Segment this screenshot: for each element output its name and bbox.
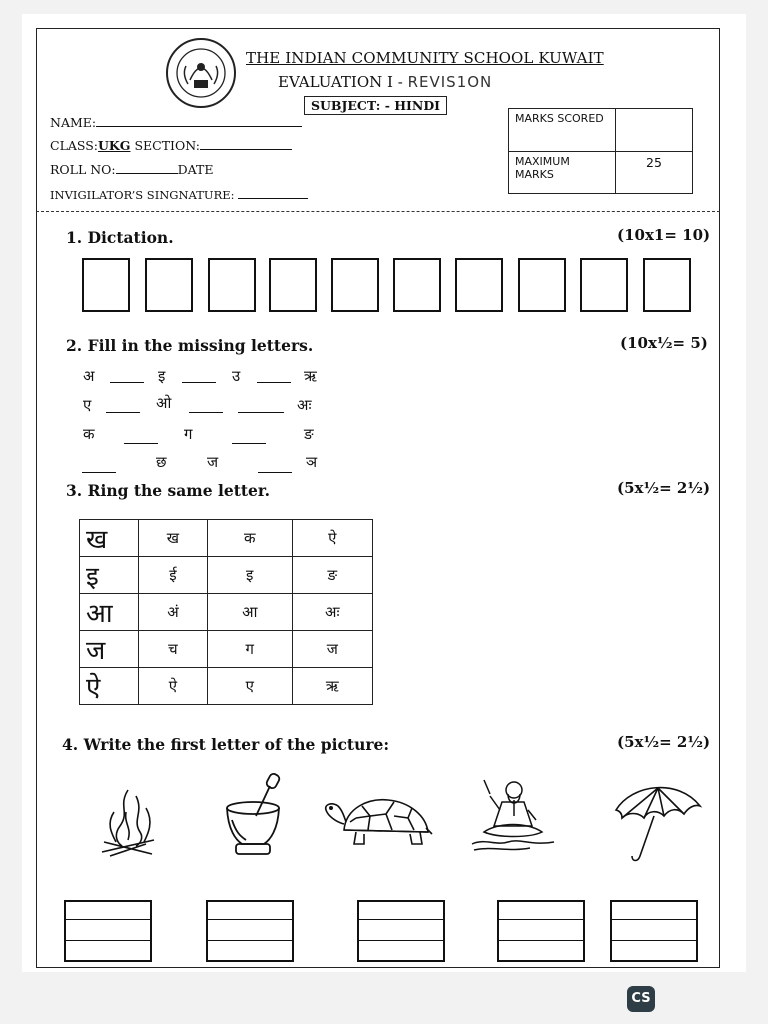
answer-line bbox=[66, 919, 150, 920]
letter: क bbox=[83, 425, 95, 443]
school-name: THE INDIAN COMMUNITY SCHOOL KUWAIT bbox=[246, 49, 604, 67]
umbrella-icon bbox=[612, 780, 704, 870]
q2-marks: (10x½= 5) bbox=[620, 334, 708, 352]
answer-line bbox=[612, 919, 696, 920]
letter: ए bbox=[83, 396, 92, 414]
roll-label: ROLL NO: bbox=[50, 162, 116, 177]
blank-line[interactable] bbox=[189, 402, 223, 413]
evaluation-label: EVALUATION I - bbox=[278, 73, 403, 91]
answer-line bbox=[499, 919, 583, 920]
answer-line bbox=[208, 940, 292, 941]
roll-field bbox=[50, 162, 213, 177]
dictation-box[interactable] bbox=[393, 258, 441, 312]
dictation-box[interactable] bbox=[82, 258, 130, 312]
blank-line[interactable] bbox=[182, 372, 216, 383]
answer-line bbox=[499, 940, 583, 941]
answer-box[interactable] bbox=[206, 900, 294, 962]
invigilator-field bbox=[50, 187, 308, 202]
section-label: SECTION: bbox=[134, 138, 200, 153]
target-letter: आ bbox=[80, 594, 139, 631]
q2-title: 2. Fill in the missing letters. bbox=[66, 336, 314, 355]
school-logo bbox=[164, 36, 238, 110]
subject-box: SUBJECT: - HINDI bbox=[304, 96, 447, 115]
q3-marks: (5x½= 2½) bbox=[617, 479, 711, 497]
letter: ङ bbox=[304, 425, 314, 443]
date-label: DATE bbox=[177, 162, 214, 177]
option-letter[interactable]: अं bbox=[139, 594, 208, 631]
option-letter[interactable]: ए bbox=[207, 668, 292, 705]
name-label: NAME: bbox=[50, 115, 97, 130]
section-line[interactable] bbox=[200, 138, 292, 150]
option-letter[interactable]: च bbox=[139, 631, 208, 668]
letter: ग bbox=[184, 425, 193, 443]
letter: ज bbox=[207, 453, 219, 471]
target-letter: ज bbox=[80, 631, 139, 668]
marks-scored-label: MARKS SCORED bbox=[509, 109, 616, 152]
target-letter: ऐ bbox=[80, 668, 139, 705]
option-letter[interactable]: ङ bbox=[292, 557, 372, 594]
option-letter[interactable]: अः bbox=[292, 594, 372, 631]
dictation-box[interactable] bbox=[208, 258, 256, 312]
blank-line[interactable] bbox=[110, 372, 144, 383]
dictation-box[interactable] bbox=[580, 258, 628, 312]
invigilator-label: INVIGILATOR’S SINGNATURE: bbox=[50, 188, 235, 202]
ring-letter-table bbox=[79, 519, 373, 705]
class-value: UKG bbox=[98, 138, 131, 153]
class-field bbox=[50, 138, 292, 153]
dictation-box[interactable] bbox=[643, 258, 691, 312]
letter: इ bbox=[158, 367, 166, 385]
section-divider bbox=[36, 211, 720, 212]
option-letter[interactable]: ऋ bbox=[292, 668, 372, 705]
q3-title: 3. Ring the same letter. bbox=[66, 481, 271, 500]
evaluation-title bbox=[278, 73, 492, 91]
answer-line bbox=[359, 940, 443, 941]
answer-line bbox=[66, 940, 150, 941]
blank-line[interactable] bbox=[258, 462, 292, 473]
roll-line[interactable] bbox=[116, 162, 178, 174]
q4-marks: (5x½= 2½) bbox=[617, 733, 711, 751]
answer-box[interactable] bbox=[497, 900, 585, 962]
table-row bbox=[80, 520, 373, 557]
target-letter: इ bbox=[80, 557, 139, 594]
option-letter[interactable]: आ bbox=[207, 594, 292, 631]
table-row bbox=[80, 594, 373, 631]
q1-title: 1. Dictation. bbox=[66, 228, 174, 247]
answer-line bbox=[208, 919, 292, 920]
camscanner-badge: CS bbox=[627, 986, 655, 1012]
option-letter[interactable]: ई bbox=[139, 557, 208, 594]
answer-box[interactable] bbox=[610, 900, 698, 962]
letter: उ bbox=[232, 367, 241, 385]
letter: ऋ bbox=[304, 367, 317, 385]
letter: ओ bbox=[156, 394, 172, 412]
class-label: CLASS: bbox=[50, 138, 99, 153]
option-letter[interactable]: ग bbox=[207, 631, 292, 668]
marks-scored-value[interactable] bbox=[616, 109, 693, 152]
maximum-marks-label bbox=[509, 152, 616, 194]
option-letter[interactable]: क bbox=[207, 520, 292, 557]
blank-line[interactable] bbox=[232, 433, 266, 444]
blank-line[interactable] bbox=[82, 462, 116, 473]
marks-label: MARKS bbox=[515, 168, 554, 181]
name-line[interactable] bbox=[96, 115, 302, 127]
dictation-box[interactable] bbox=[145, 258, 193, 312]
fire-icon bbox=[96, 782, 160, 862]
letter: छ bbox=[156, 453, 167, 471]
maximum-marks-value: 25 bbox=[616, 152, 693, 194]
name-field[interactable] bbox=[50, 115, 302, 130]
q1-marks: (10x1= 10) bbox=[617, 226, 711, 244]
letter: ञ bbox=[306, 453, 318, 471]
letter: अः bbox=[297, 396, 312, 414]
option-letter[interactable]: इ bbox=[207, 557, 292, 594]
blank-line[interactable] bbox=[124, 433, 158, 444]
mortar-pestle-icon bbox=[222, 772, 284, 864]
answer-box[interactable] bbox=[357, 900, 445, 962]
table-row bbox=[80, 557, 373, 594]
answer-box[interactable] bbox=[64, 900, 152, 962]
dictation-box[interactable] bbox=[518, 258, 566, 312]
blank-line[interactable] bbox=[238, 402, 284, 413]
option-letter[interactable]: ख bbox=[139, 520, 208, 557]
option-letter[interactable]: ऐ bbox=[139, 668, 208, 705]
evaluation-handwritten: REVIS1ON bbox=[407, 73, 493, 91]
blank-line[interactable] bbox=[257, 372, 291, 383]
q4-title: 4. Write the first letter of the picture: bbox=[62, 735, 390, 754]
tortoise-icon bbox=[322, 794, 434, 850]
dictation-box[interactable] bbox=[269, 258, 317, 312]
table-row bbox=[80, 631, 373, 668]
target-letter: ख bbox=[80, 520, 139, 557]
sage-icon bbox=[470, 776, 556, 856]
dictation-box[interactable] bbox=[331, 258, 379, 312]
blank-line[interactable] bbox=[106, 402, 140, 413]
dictation-box[interactable] bbox=[455, 258, 503, 312]
answer-line bbox=[612, 940, 696, 941]
answer-line bbox=[359, 919, 443, 920]
invigilator-line[interactable] bbox=[238, 187, 308, 199]
marks-table bbox=[508, 108, 693, 194]
option-letter[interactable]: ज bbox=[292, 631, 372, 668]
maximum-label: MAXIMUM bbox=[515, 155, 570, 168]
option-letter[interactable]: ऐ bbox=[292, 520, 372, 557]
letter: अ bbox=[83, 367, 95, 385]
table-row bbox=[80, 668, 373, 705]
